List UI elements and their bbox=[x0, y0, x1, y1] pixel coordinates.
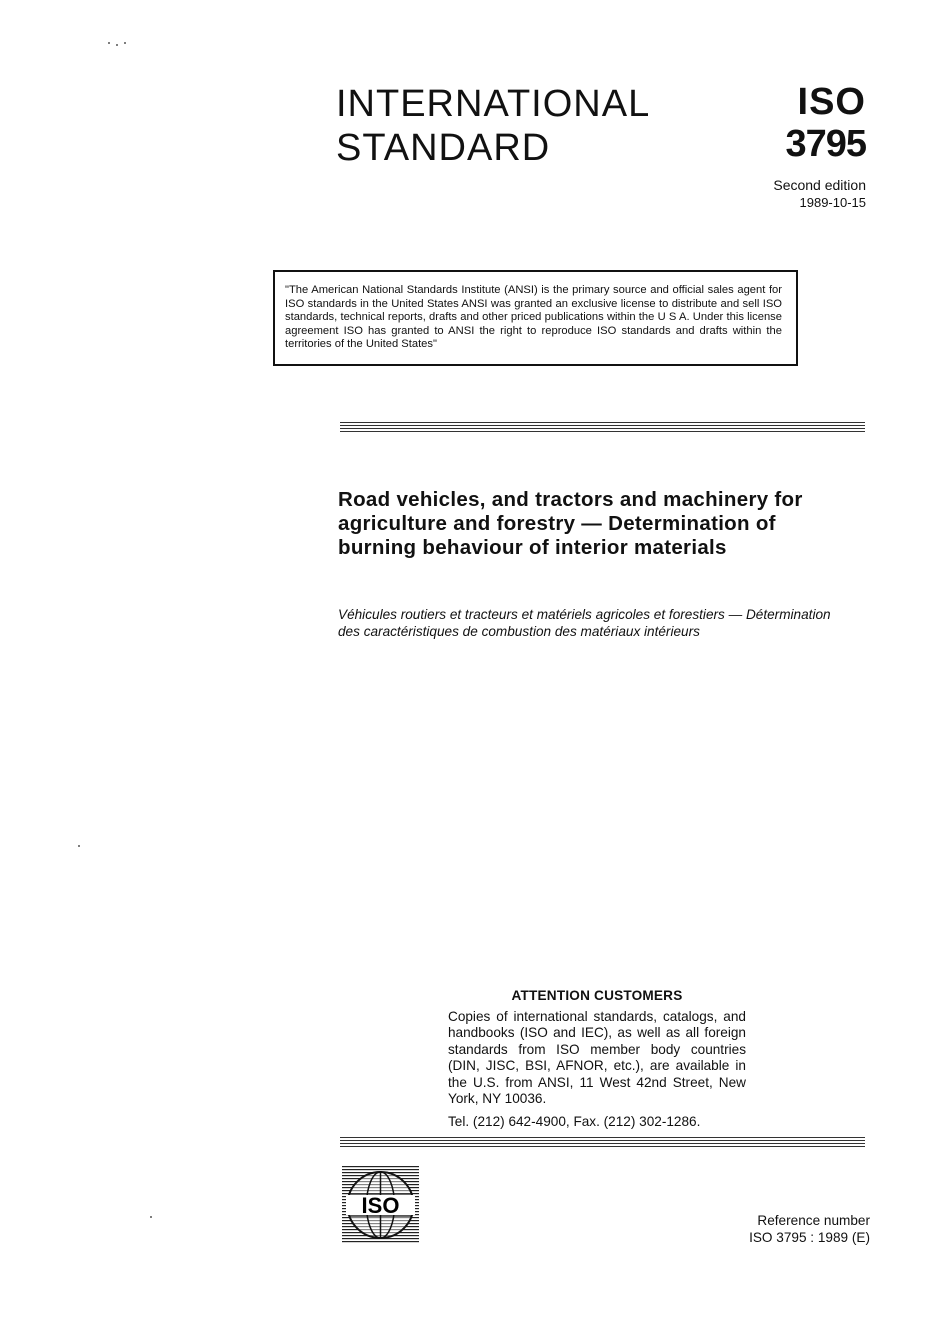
iso-logo bbox=[342, 1166, 419, 1244]
ansi-notice-text: "The American National Standards Institute (ANSI) is the primary source and official sales agent for ISO standards in the United States ANSI was granted an exclusive license to distribute and sell ISO standards, technical reports, drafts and other priced publications within the U S A. Under this license agreement ISO has granted to ANSI the right to reproduce ISO standards and drafts within the territories of the United States" bbox=[285, 284, 782, 351]
document-title-french-line2: des caractéristiques de combustion des matériaux intérieurs bbox=[338, 623, 700, 639]
iso-label: ISO bbox=[797, 81, 866, 123]
scan-speck bbox=[150, 1216, 152, 1218]
reference-number: ISO 3795 : 1989 (E) bbox=[749, 1230, 870, 1245]
reference-label: Reference number bbox=[757, 1213, 870, 1228]
standard-heading-line1: INTERNATIONAL bbox=[336, 83, 651, 125]
attention-body: Copies of international standards, catalogs, and handbooks (ISO and IEC), as well as all foreign standards from ISO member body countries (DIN, JISC, BSI, AFNOR, etc.), are available in the U.S. from ANSI, 11 West 42nd Street, New York, NY 10036. bbox=[448, 1008, 746, 1106]
iso-logo-graphic bbox=[342, 1166, 419, 1244]
document-title-line3: burning behaviour of interior materials bbox=[338, 536, 727, 559]
standard-heading bbox=[336, 82, 650, 170]
document-title bbox=[338, 488, 848, 560]
edition-date: 1989-10-15 bbox=[799, 195, 866, 210]
standard-heading-line2: STANDARD bbox=[336, 127, 551, 169]
scan-speck bbox=[108, 42, 110, 44]
document-title-line1: Road vehicles, and tractors and machinery for bbox=[338, 488, 803, 511]
bottom-rule bbox=[340, 1137, 865, 1147]
attention-tel: Tel. (212) 642-4900, Fax. (212) 302-1286. bbox=[448, 1113, 701, 1129]
attention-customers bbox=[448, 988, 746, 1130]
document-title-line2: agriculture and forestry — Determination of bbox=[338, 512, 776, 535]
scan-speck bbox=[124, 42, 126, 44]
iso-logo-text: ISO bbox=[361, 1193, 400, 1218]
top-rule bbox=[340, 422, 865, 432]
attention-heading: ATTENTION CUSTOMERS bbox=[511, 988, 683, 1003]
document-title-french-line1: Véhicules routiers et tracteurs et matériels agricoles et forestiers — Détermination bbox=[338, 607, 831, 622]
document-title-french bbox=[338, 607, 858, 640]
edition-text: Second edition bbox=[773, 177, 866, 193]
iso-number: 3795 bbox=[785, 123, 866, 165]
reference-block bbox=[749, 1212, 870, 1246]
scan-speck bbox=[78, 845, 80, 847]
scan-speck bbox=[116, 44, 118, 46]
ansi-notice-box bbox=[273, 270, 798, 366]
